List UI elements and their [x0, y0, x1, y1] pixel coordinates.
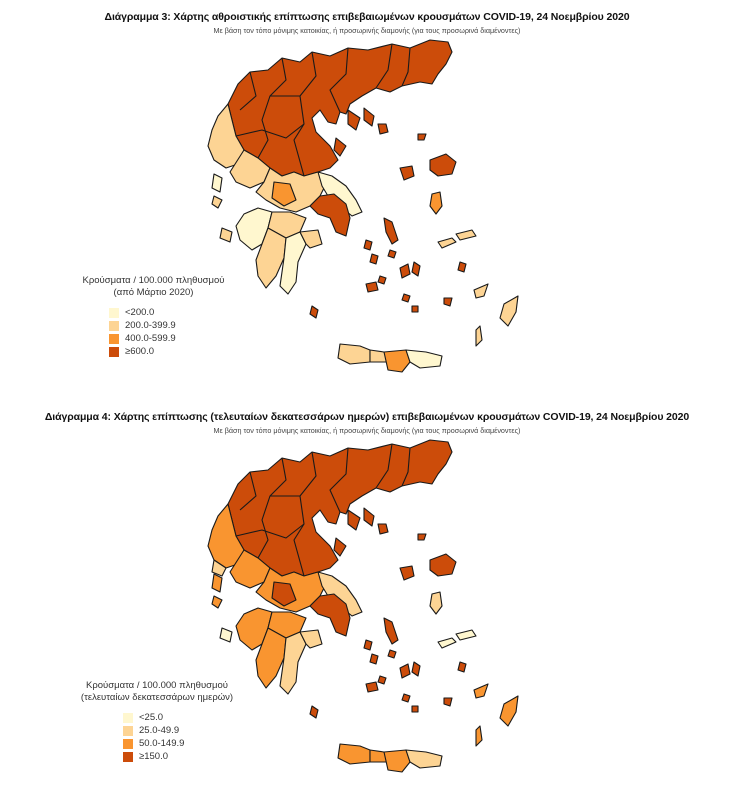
island-samothraki: [418, 534, 426, 540]
ionian-islands: [212, 174, 232, 242]
legend-label: <200.0: [125, 307, 155, 318]
ionian-islands: [212, 574, 232, 642]
island-kythira: [310, 706, 318, 718]
dodecanese: [444, 262, 518, 346]
legend-swatch: [123, 726, 133, 736]
legend-item: [123, 724, 262, 737]
island-lesvos: [430, 554, 456, 576]
legend-item: [123, 737, 262, 750]
island-lesvos: [430, 154, 456, 176]
figure-4-subtitle: Με βάση τον τόπο μόνιμης κατοικίας, ή προσωρινής διαμονής (για τους προσωρινά διαμένοντες): [213, 426, 521, 435]
island-thasos: [378, 524, 388, 534]
island-crete: [338, 744, 442, 772]
island-chios: [430, 592, 442, 614]
legend-label: 200.0-399.9: [125, 320, 176, 331]
legend-swatch: [109, 347, 119, 357]
legend-title-line-1: Κρούσματα / 100.000 πληθυσμού: [86, 680, 228, 691]
island-thasos: [378, 124, 388, 134]
cyclades: [364, 218, 420, 312]
island-chios: [430, 192, 442, 214]
legend-title: [52, 680, 262, 704]
cyclades: [364, 618, 420, 712]
figure-3-cumulative-incidence-map: [0, 0, 734, 395]
legend-title-line-1: Κρούσματα / 100.000 πληθυσμού: [82, 275, 225, 286]
legend-title-line-2: (από Μάρτιο 2020): [113, 287, 194, 298]
legend-label: 25.0-49.9: [139, 725, 180, 736]
island-samothraki: [418, 134, 426, 140]
legend-item: [109, 332, 241, 345]
legend-swatch: [109, 308, 119, 318]
legend-swatch: [123, 739, 133, 749]
legend-label: <25.0: [139, 712, 164, 723]
figure-3-legend: [66, 275, 241, 358]
island-ikaria: [438, 638, 456, 648]
region-peloponnese: [236, 208, 322, 294]
region-northern-greece: [228, 40, 452, 176]
region-northern-greece: [228, 440, 452, 576]
legend-title-line-2: (τελευταίων δεκατεσσάρων ημερών): [80, 692, 234, 703]
figure-3-title: Διάγραμμα 3: Χάρτης αθροιστικής επίπτωσης επιβεβαιωμένων κρουσμάτων COVID-19, 24 Νοεμβρίου 2020: [104, 11, 630, 23]
figure-4-legend: [52, 680, 262, 763]
legend-label: 400.0-599.9: [125, 333, 176, 344]
figure-4-14day-incidence-map: [0, 400, 734, 795]
legend-item: [109, 319, 241, 332]
legend-title: [66, 275, 241, 299]
figure-3-subtitle: Με βάση τον τόπο μόνιμης κατοικίας, ή προσωρινής διαμονής (για τους προσωρινά διαμένοντες): [213, 26, 521, 35]
island-crete: [338, 344, 442, 372]
island-samos: [456, 630, 476, 640]
legend-item: [123, 750, 262, 763]
legend-item: [123, 711, 262, 724]
figure-4-title: Διάγραμμα 4: Χάρτης επίπτωσης (τελευταίων δεκατεσσάρων ημερών) επιβεβαιωμένων κρουσμάτων COVID-19, 24 Νοεμβρίου 2020: [44, 411, 690, 423]
legend-label: ≥150.0: [139, 751, 168, 762]
legend-swatch: [109, 321, 119, 331]
legend-swatch: [109, 334, 119, 344]
legend-item: [109, 345, 241, 358]
island-samos: [456, 230, 476, 240]
island-ikaria: [438, 238, 456, 248]
legend-label: 50.0-149.9: [139, 738, 185, 749]
legend-swatch: [123, 752, 133, 762]
legend-swatch: [123, 713, 133, 723]
legend-label: ≥600.0: [125, 346, 154, 357]
island-limnos: [400, 166, 414, 180]
island-kythira: [310, 306, 318, 318]
dodecanese: [444, 662, 518, 746]
island-limnos: [400, 566, 414, 580]
legend-item: [109, 306, 241, 319]
